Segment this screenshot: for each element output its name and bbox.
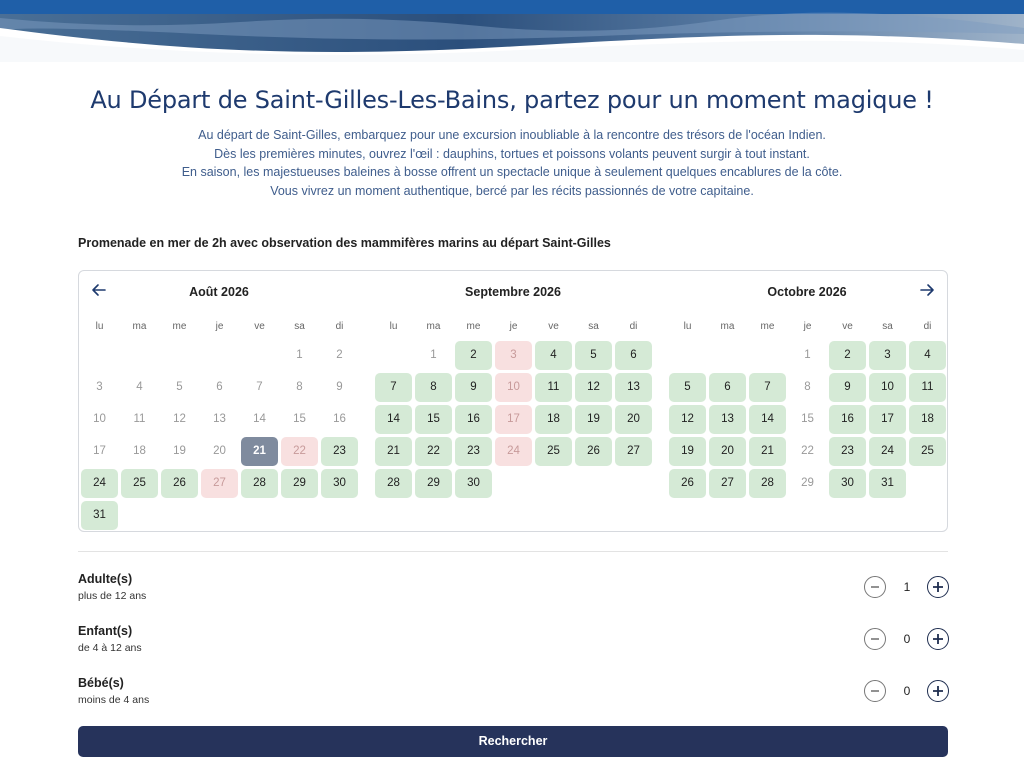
intro-line: En saison, les majestueuses baleines à bosse offrent un spectacle unique à seulement quelques encablures de la côte. xyxy=(181,165,843,179)
calendar-day-available[interactable]: 7 xyxy=(375,373,412,402)
calendar-day-available[interactable]: 27 xyxy=(615,437,652,466)
excursion-title: Promenade en mer de 2h avec observation des mammifères marins au départ Saint-Gilles xyxy=(78,236,611,250)
calendar-day: 10 xyxy=(93,413,106,425)
calendar-day-available[interactable]: 27 xyxy=(709,469,746,498)
calendar-day: 7 xyxy=(256,381,263,393)
calendar-day-available[interactable]: 14 xyxy=(375,405,412,434)
calendar-day-available[interactable]: 23 xyxy=(829,437,866,466)
calendar-day-available[interactable]: 31 xyxy=(869,469,906,498)
calendar-day: 16 xyxy=(333,413,346,425)
increment-baby-button[interactable] xyxy=(927,680,949,702)
calendar-day-available[interactable]: 25 xyxy=(535,437,572,466)
arrow-left-icon[interactable] xyxy=(89,282,109,302)
calendar-day-full: 3 xyxy=(495,341,532,370)
calendar-day-available[interactable]: 11 xyxy=(535,373,572,402)
calendar-day-available[interactable]: 28 xyxy=(375,469,412,498)
calendar-day-available[interactable]: 2 xyxy=(455,341,492,370)
calendar-day-available[interactable]: 6 xyxy=(615,341,652,370)
calendar-day: 11 xyxy=(133,413,146,425)
calendar-day-available[interactable]: 23 xyxy=(455,437,492,466)
calendar-day-available[interactable]: 9 xyxy=(455,373,492,402)
plus-icon xyxy=(932,633,944,645)
weekday-label: lu xyxy=(95,321,104,332)
weekday-label: ma xyxy=(720,321,735,332)
minus-icon xyxy=(870,634,880,644)
calendar-day: 20 xyxy=(213,445,226,457)
weekday-label: sa xyxy=(294,321,305,332)
weekday-label: je xyxy=(509,321,518,332)
calendar-day: 22 xyxy=(801,445,814,457)
calendar-day: 8 xyxy=(296,381,303,393)
calendar-day-available[interactable]: 18 xyxy=(909,405,946,434)
calendar-day-available[interactable]: 4 xyxy=(535,341,572,370)
calendar-day: 15 xyxy=(801,413,814,425)
calendar-day: 3 xyxy=(96,381,103,393)
weekday-label: je xyxy=(803,321,812,332)
calendar-day: 18 xyxy=(133,445,146,457)
calendar-day-available[interactable]: 26 xyxy=(669,469,706,498)
decrement-child-button[interactable] xyxy=(864,628,886,650)
calendar-day-available[interactable]: 12 xyxy=(669,405,706,434)
calendar-day-available[interactable]: 11 xyxy=(909,373,946,402)
weekday-label: me xyxy=(760,321,775,332)
passenger-label: Bébé(s) xyxy=(78,676,124,690)
child-count: 0 xyxy=(903,632,911,646)
weekday-label: di xyxy=(629,321,638,332)
page-title: Au Départ de Saint-Gilles-Les-Bains, partez pour un moment magique ! xyxy=(90,86,934,114)
baby-count: 0 xyxy=(903,684,911,698)
calendar-day-available[interactable]: 10 xyxy=(869,373,906,402)
arrow-right-icon[interactable] xyxy=(917,282,937,302)
calendar-day: 14 xyxy=(253,413,266,425)
calendar-day-available[interactable]: 19 xyxy=(575,405,612,434)
plus-icon xyxy=(932,685,944,697)
calendar-day-available[interactable]: 28 xyxy=(749,469,786,498)
weekday-label: me xyxy=(466,321,481,332)
month-title: Août 2026 xyxy=(189,285,249,299)
passenger-sub: de 4 à 12 ans xyxy=(78,642,142,654)
calendar-day-available[interactable]: 26 xyxy=(161,469,198,498)
calendar-day-full: 24 xyxy=(495,437,532,466)
calendar-day: 17 xyxy=(93,445,106,457)
minus-icon xyxy=(870,686,880,696)
calendar-day: 1 xyxy=(430,349,437,361)
calendar-day: 5 xyxy=(176,381,183,393)
calendar-day-available[interactable]: 19 xyxy=(669,437,706,466)
calendar-day-available[interactable]: 12 xyxy=(575,373,612,402)
calendar-day-available[interactable]: 28 xyxy=(241,469,278,498)
calendar-day-available[interactable]: 14 xyxy=(749,405,786,434)
calendar-day: 15 xyxy=(293,413,306,425)
calendar-day-available[interactable]: 17 xyxy=(869,405,906,434)
calendar-day-available[interactable]: 18 xyxy=(535,405,572,434)
weekday-label: ma xyxy=(426,321,441,332)
weekday-label: ve xyxy=(254,321,265,332)
weekday-label: di xyxy=(923,321,932,332)
calendar-day-available[interactable]: 13 xyxy=(615,373,652,402)
calendar-day-available[interactable]: 24 xyxy=(869,437,906,466)
hero-banner xyxy=(0,0,1024,62)
minus-icon xyxy=(870,582,880,592)
calendar-day: 19 xyxy=(173,445,186,457)
intro-line: Vous vivrez un moment authentique, bercé par les récits passionnés de votre capitaine. xyxy=(270,183,754,198)
calendar-day-available[interactable]: 13 xyxy=(709,405,746,434)
calendar-day: 1 xyxy=(804,349,811,361)
calendar-day-selected[interactable]: 21 xyxy=(241,437,278,466)
calendar-day-available[interactable]: 15 xyxy=(415,405,452,434)
passenger-label: Adulte(s) xyxy=(78,572,133,586)
weekday-label: ma xyxy=(132,321,147,332)
decrement-adult-button[interactable] xyxy=(864,576,886,598)
calendar-day-available[interactable]: 9 xyxy=(829,373,866,402)
increment-child-button[interactable] xyxy=(927,628,949,650)
intro-text xyxy=(0,126,1024,200)
calendar-day-available[interactable]: 3 xyxy=(869,341,906,370)
calendar-day-available[interactable]: 29 xyxy=(415,469,452,498)
calendar-day-available[interactable]: 8 xyxy=(415,373,452,402)
calendar-day-available[interactable]: 16 xyxy=(829,405,866,434)
plus-icon xyxy=(932,581,944,593)
weekday-label: je xyxy=(215,321,224,332)
divider xyxy=(78,551,948,552)
calendar-day-available[interactable]: 30 xyxy=(829,469,866,498)
calendar-day-full: 27 xyxy=(201,469,238,498)
calendar-day-available[interactable]: 4 xyxy=(909,341,946,370)
month-title: Octobre 2026 xyxy=(767,285,847,299)
calendar-day-available[interactable]: 30 xyxy=(455,469,492,498)
calendar-day: 9 xyxy=(336,381,343,393)
calendar-day-available[interactable]: 21 xyxy=(749,437,786,466)
month-title: Septembre 2026 xyxy=(465,285,561,299)
calendar-day-available[interactable]: 23 xyxy=(321,437,358,466)
calendar-day-available[interactable]: 6 xyxy=(709,373,746,402)
intro-line: Au départ de Saint-Gilles, embarquez pour une excursion inoubliable à la rencontre des trésors de l'océan Indien. xyxy=(198,128,826,142)
weekday-label: sa xyxy=(882,321,893,332)
calendar-day-available[interactable]: 16 xyxy=(455,405,492,434)
calendar-day-available[interactable]: 24 xyxy=(81,469,118,498)
calendar-day-available[interactable]: 5 xyxy=(575,341,612,370)
calendar-day-available[interactable]: 25 xyxy=(121,469,158,498)
search-button[interactable]: Rechercher xyxy=(78,726,948,757)
passenger-sub: moins de 4 ans xyxy=(78,694,150,706)
increment-adult-button[interactable] xyxy=(927,576,949,598)
calendar-day: 2 xyxy=(336,349,343,361)
weekday-label: sa xyxy=(588,321,599,332)
calendar-day-available[interactable]: 25 xyxy=(909,437,946,466)
calendar-day-available[interactable]: 5 xyxy=(669,373,706,402)
weekday-label: lu xyxy=(683,321,692,332)
calendar-day-available[interactable]: 21 xyxy=(375,437,412,466)
calendar-day: 6 xyxy=(216,381,223,393)
calendar-day-full: 17 xyxy=(495,405,532,434)
adult-count: 1 xyxy=(903,580,911,594)
weekday-label: me xyxy=(172,321,187,332)
calendar-day: 29 xyxy=(801,477,814,489)
calendar-day: 13 xyxy=(213,413,226,425)
calendar-day: 8 xyxy=(804,381,811,393)
weekday-label: ve xyxy=(548,321,559,332)
passenger-sub: plus de 12 ans xyxy=(78,590,147,602)
calendar-day-available[interactable]: 30 xyxy=(321,469,358,498)
calendar-day-full: 22 xyxy=(281,437,318,466)
passenger-label: Enfant(s) xyxy=(78,624,133,638)
calendar-day: 4 xyxy=(136,381,143,393)
calendar-day-available[interactable]: 7 xyxy=(749,373,786,402)
calendar-day-available[interactable]: 22 xyxy=(415,437,452,466)
intro-line: Dès les premières minutes, ouvrez l'œil : dauphins, tortues et poissons volants peuvent surgir à tout instant. xyxy=(214,146,810,161)
calendar-day-full: 10 xyxy=(495,373,532,402)
calendar-day-available[interactable]: 20 xyxy=(709,437,746,466)
calendar-day: 1 xyxy=(296,349,303,361)
calendar-day-available[interactable]: 26 xyxy=(575,437,612,466)
calendar-day-available[interactable]: 2 xyxy=(829,341,866,370)
weekday-label: di xyxy=(335,321,344,332)
calendar-day-available[interactable]: 31 xyxy=(81,501,118,530)
calendar-day-available[interactable]: 20 xyxy=(615,405,652,434)
calendar-day: 12 xyxy=(173,413,186,425)
decrement-baby-button[interactable] xyxy=(864,680,886,702)
weekday-label: lu xyxy=(389,321,398,332)
calendar-day-available[interactable]: 29 xyxy=(281,469,318,498)
weekday-label: ve xyxy=(842,321,853,332)
